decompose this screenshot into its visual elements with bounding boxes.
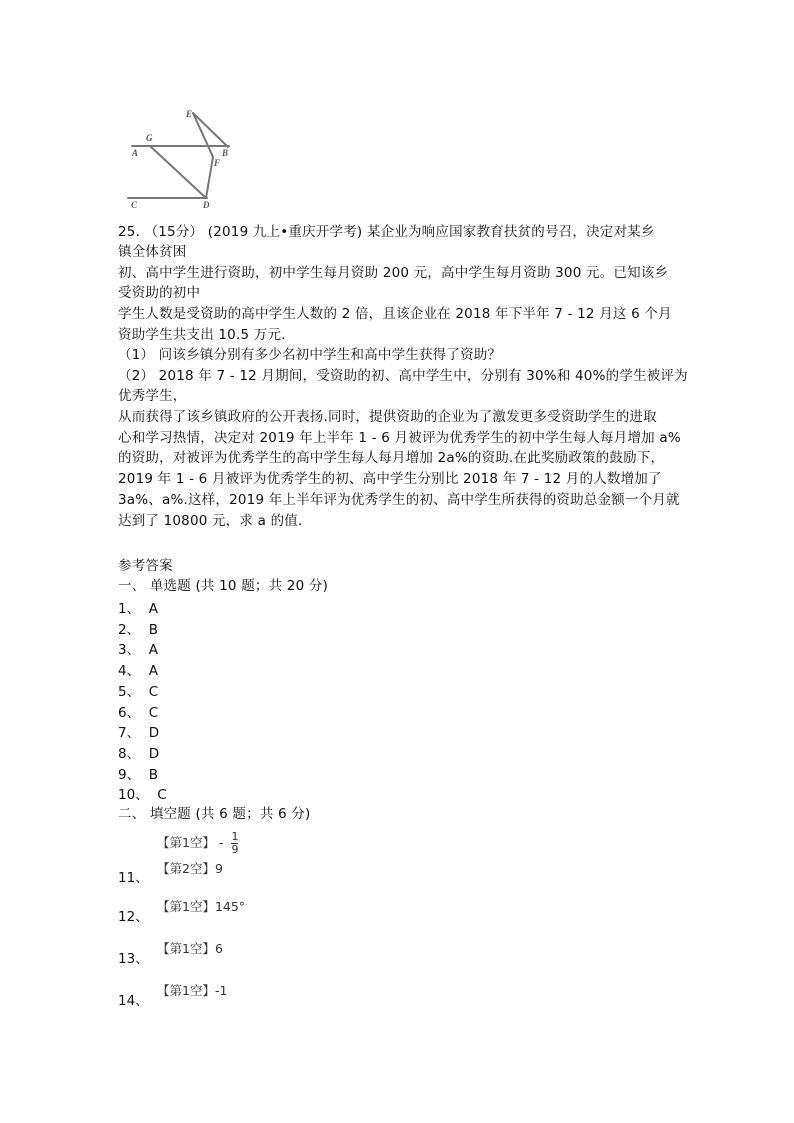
answer-number: 14、 — [118, 993, 149, 1009]
question-line: 初、高中学生进行资助，初中学生每月资助 200 元，高中学生每月资助 300 元。已知该乡 — [118, 265, 669, 281]
answer-item — [118, 618, 158, 638]
answer-value: D — [148, 725, 160, 741]
question-line: 心和学习热情，决定对 2019 年上半年 1 - 6 月被评为优秀学生的初中学生每人每月增加 a% — [118, 430, 681, 446]
blank-label: 【第2空】 — [157, 861, 215, 876]
answer-item — [118, 701, 158, 721]
answer-item — [118, 721, 159, 741]
answer-item — [118, 680, 158, 700]
label-f: F — [214, 158, 221, 168]
blank-value: -1 — [214, 983, 228, 998]
answer-value: A — [148, 642, 158, 658]
question-line: 达到了 10800 元，求 a 的值. — [118, 513, 303, 529]
label-b: B — [222, 148, 229, 158]
question-line: 从而获得了该乡镇政府的公开表扬.同时，提供资助的企业为了激发更多受资助学生的进取 — [118, 409, 657, 425]
blank-label: 【第1空】 — [157, 941, 215, 956]
label-a: A — [132, 148, 139, 158]
label-g: G — [146, 133, 153, 143]
geometry-figure — [118, 104, 248, 214]
answer-number: 1、 — [118, 601, 141, 617]
answer-number: 9、 — [118, 767, 141, 783]
blank-value: 6 — [214, 941, 223, 956]
answer-number: 8、 — [118, 746, 141, 762]
answer-number: 12、 — [118, 909, 149, 925]
answer-number: 10、 — [118, 787, 149, 803]
blank-label: 【第1空】 — [157, 899, 215, 914]
blank-answer — [157, 981, 227, 999]
question-line: 25. （15分） (2019 九上•重庆开学考) 某企业为响应国家教育扶贫的号召，决定对某乡 — [118, 224, 655, 240]
label-e: E — [186, 109, 193, 119]
question-line: 镇全体贫困 — [118, 244, 187, 260]
label-d: D — [203, 200, 210, 210]
fraction-denominator: 9 — [231, 843, 239, 856]
blank-answer — [157, 859, 223, 877]
answer-item — [118, 783, 167, 803]
label-c: C — [131, 200, 138, 210]
answer-number: 6、 — [118, 705, 141, 721]
section-heading-single-choice: 一、 单选题 (共 10 题；共 20 分) — [118, 578, 329, 594]
answer-value: A — [148, 601, 158, 617]
question-line: 2019 年 1 - 6 月被评为优秀学生的初、高中学生分别比 2018 年 7 - 12 月的人数增加了 — [118, 471, 662, 487]
question-line: 3a%、a%.这样，2019 年上半年评为优秀学生的初、高中学生所获得的资助总金额一个月就 — [118, 492, 680, 508]
answer-number: 5、 — [118, 684, 141, 700]
answer-item — [118, 742, 159, 762]
fraction-numerator: 1 — [231, 830, 239, 843]
answer-value: C — [148, 705, 159, 721]
answer-number: 7、 — [118, 725, 141, 741]
blank-sign: - — [218, 835, 224, 850]
answer-item — [118, 763, 158, 783]
question-line: （2） 2018 年 7 - 12 月期间，受资助的初、高中学生中，分别有 30%和 40%的学生被评为 — [118, 368, 688, 384]
answer-number: 13、 — [118, 951, 149, 967]
blank-label: 【第1空】 — [157, 983, 215, 998]
question-line: 优秀学生， — [118, 388, 187, 404]
blank-answer — [157, 832, 238, 855]
answer-value: D — [148, 746, 160, 762]
fraction — [231, 832, 238, 855]
blank-label: 【第1空】 — [157, 835, 215, 850]
answer-value: B — [148, 767, 158, 783]
section-heading-fill-blank: 二、 填空题 (共 6 题；共 6 分) — [118, 806, 311, 822]
answer-value: C — [157, 787, 167, 803]
question-line: 资助学生共支出 10.5 万元. — [118, 327, 286, 343]
blank-answer — [157, 897, 245, 915]
answer-value: C — [148, 684, 159, 700]
blank-value: 9 — [214, 861, 223, 876]
answer-item — [118, 597, 158, 617]
answer-key-title: 参考答案 — [118, 558, 173, 574]
question-line: （1） 问该乡镇分别有多少名初中学生和高中学生获得了资助？ — [118, 347, 502, 363]
answer-number: 11、 — [118, 870, 149, 886]
answer-value: A — [148, 663, 158, 679]
question-line: 受资助的初中 — [118, 285, 201, 301]
blank-value: 145° — [214, 899, 246, 914]
answer-number: 3、 — [118, 642, 141, 658]
blank-answer — [157, 939, 223, 957]
answer-number: 2、 — [118, 622, 141, 638]
answer-item — [118, 638, 158, 658]
answer-number: 4、 — [118, 663, 141, 679]
question-line: 学生人数是受资助的高中学生人数的 2 倍，且该企业在 2018 年下半年 7 - 12 月这 6 个月 — [118, 306, 672, 322]
question-line: 的资助，对被评为优秀学生的高中学生每人每月增加 2a%的资助.在此奖励政策的鼓励下， — [118, 450, 665, 466]
answer-item — [118, 659, 158, 679]
answer-value: B — [148, 622, 158, 638]
